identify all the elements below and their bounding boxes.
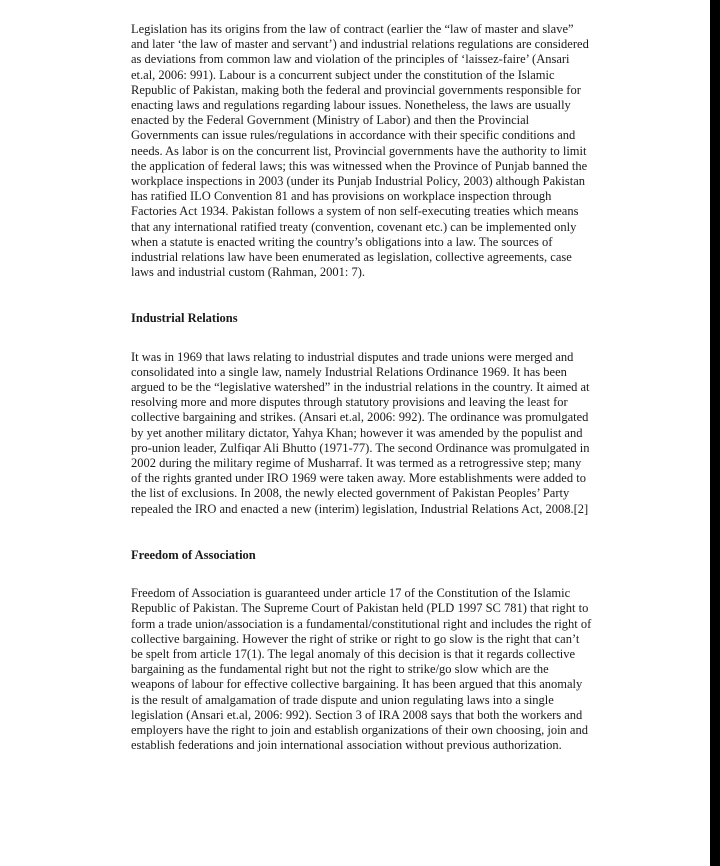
spacer — [131, 563, 593, 586]
heading-industrial-relations: Industrial Relations — [131, 311, 238, 326]
paragraph-freedom-of-association: Freedom of Association is guaranteed under article 17 of the Constitution of the Islamic Republic of Pakistan. The Supreme Court of Pakistan held (PLD 1997 SC 781) that right to form a trade union/association is a fundamental/constitutional right and includes the right of collective bargaining. However the right of strike or right to go slow is the right that can’t be spelt from article 17(1). The legal anomaly of this decision is that it regards collective bargaining as the fundamental right but not the right to strike/go slow which are the weapons of labour for effective collective bargaining. It has been argued that this anomaly is the result of amalgamation of trade dispute and union regulating laws into a single legislation (Ansari et.al, 2006: 992). Section 3 of IRA 2008 says that both the workers and employers have the right to join and establish organizations of their own choosing, join and establish federations and join international association without previous authorization. — [131, 586, 592, 753]
paragraph-legislation: Legislation has its origins from the law of contract (earlier the “law of master and slave” and later ‘the law of master and servant’) and industrial relations regulations are considered as deviations from common law and violation of the principles of ‘laissez-faire’ (Ansari et.al, 2006: 991). Labour is a concurrent subject under the constitution of the Islamic Republic of Pakistan, making both the federal and provincial governments responsible for enacting laws and regulations regarding labour issues. Nonetheless, the laws are usually enacted by the Federal Government (Ministry of Labor) and then the Provincial Governments can issue rules/regulations in accordance with their specific conditions and needs. As labor is on the concurrent list, Provincial governments have the authority to limit the application of federal laws; this was witnessed when the Province of Punjab banned the workplace inspections in 2003 (under its Punjab Industrial Policy, 2003) although Pakistan has ratified ILO Convention 81 and has provisions on workplace inspection through Factories Act 1934. Pakistan follows a system of non self-executing treaties which means that any international ratified treaty (convention, covenant etc.) can be implemented only when a statute is enacted writing the country’s obligations into a law. The sources of industrial relations law have been enumerated as legislation, collective agreements, case laws and industrial custom (Rahman, 2001: 7). — [131, 22, 589, 280]
spacer — [131, 517, 593, 548]
spacer — [131, 327, 593, 350]
heading-freedom-of-association: Freedom of Association — [131, 547, 256, 562]
paragraph-industrial-relations: It was in 1969 that laws relating to industrial disputes and trade unions were merged and consolidated into a single law, namely Industrial Relations Ordinance 1969. It has been argued to be the “legislative watershed” in the industrial relations in the country. It aimed at resolving more and more disputes through statutory provisions and leaving the least for collective bargaining and strikes. (Ansari et.al, 2006: 992). The ordinance was promulgated by yet another military dictator, Yahya Khan; however it was amended by the populist and pro-union leader, Zulfiqar Ali Bhutto (1971-77). The second Ordinance was promulgated in 2002 during the military regime of Musharraf. It was termed as a retrogressive step; many of the rights granted under IRO 1969 were taken away. More establishments were added to the list of exclusions. In 2008, the newly elected government of Pakistan Peoples’ Party repealed the IRO and enacted a new (interim) legislation, Industrial Relations Act, 2008.[2] — [131, 349, 590, 516]
spacer — [131, 280, 593, 311]
document-body — [131, 22, 593, 753]
